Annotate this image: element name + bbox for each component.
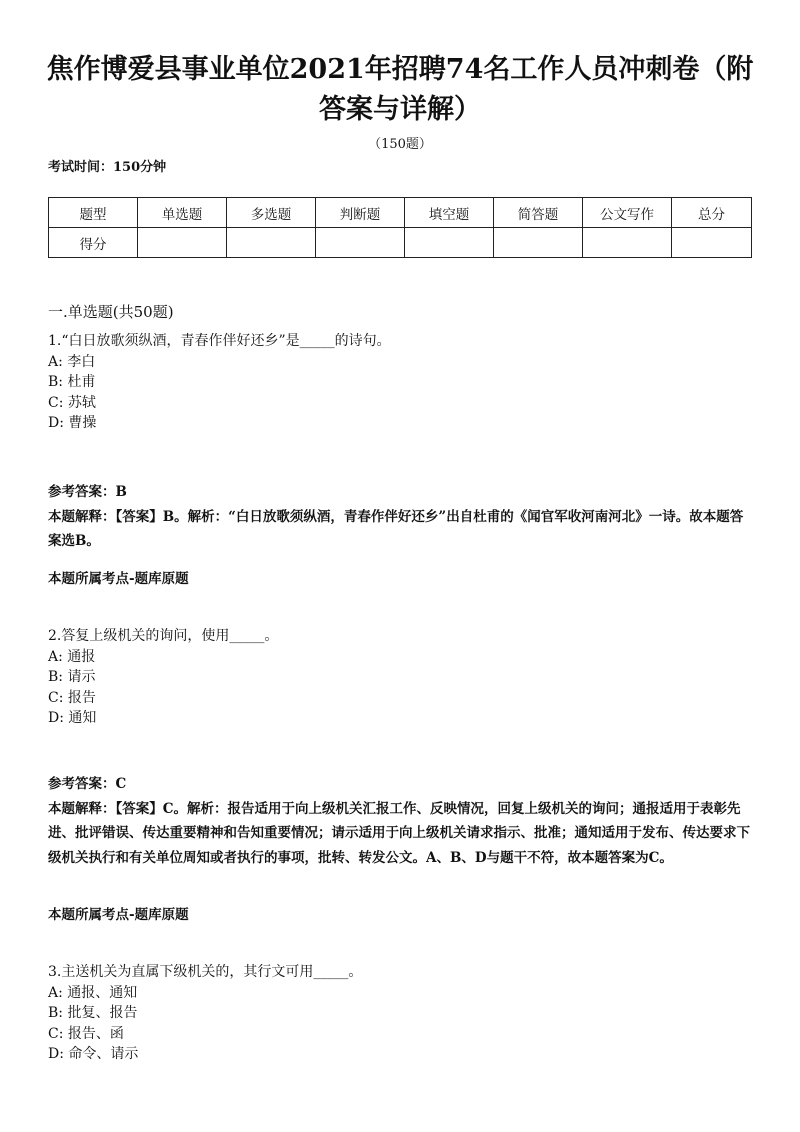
option-d: D: 命令、请示 xyxy=(48,1046,139,1062)
answer-explanation: 本题解释：【答案】B。解析：“白日放歌须纵酒，青春作伴好还乡”出自杜甫的《闻官军收河南河北》一诗。故本题答案选B。 xyxy=(48,508,744,549)
reference-answer: 参考答案：C xyxy=(48,776,127,792)
score-cell xyxy=(494,228,583,258)
section-title: 一.单选题(共50题) xyxy=(48,303,174,321)
option-b: B: 杜甫 xyxy=(48,374,96,390)
answer-block-2 xyxy=(48,772,752,870)
option-c: C: 报告 xyxy=(48,689,96,706)
option-b: B: 请示 xyxy=(48,669,96,685)
answer-block-1 xyxy=(48,480,752,554)
score-row-label: 得分 xyxy=(49,228,138,258)
option-d: D: 通知 xyxy=(48,710,97,726)
question-stem: 3.主送机关为直属下级机关的，其行文可用_____。 xyxy=(48,964,363,980)
question-3 xyxy=(48,962,752,1065)
knowledge-point: 本题所属考点-题库原题 xyxy=(48,907,189,923)
header-cell-judge: 判断题 xyxy=(316,198,405,228)
question-2 xyxy=(48,626,752,729)
knowledge-point: 本题所属考点-题库原题 xyxy=(48,571,189,587)
score-table xyxy=(48,197,752,258)
score-table-score-row xyxy=(49,228,752,258)
option-a: A: 通报、通知 xyxy=(48,984,138,1001)
option-b: B: 批复、报告 xyxy=(48,1005,138,1021)
option-a: A: 李白 xyxy=(48,353,96,370)
header-cell-fill: 填空题 xyxy=(405,198,494,228)
answer-explanation: 本题解释：【答案】C。解析：报告适用于向上级机关汇报工作、反映情况，回复上级机关的询问；通报适用于表彰先进、批评错误、传达重要精神和告知重要情况；请示适用于向上级机关请求指示、批准；通知适用于发布、传达要求下级机关执行和有关单位周知或者执行的事项，批转、转发公文。A、B、D与题干不符，故本题答案为C。 xyxy=(48,800,750,866)
question-stem: 2.答复上级机关的询问，使用_____。 xyxy=(48,628,279,644)
score-cell xyxy=(227,228,316,258)
header-cell-multi: 多选题 xyxy=(227,198,316,228)
option-c: C: 报告、函 xyxy=(48,1025,124,1042)
score-cell xyxy=(672,228,752,258)
header-cell-single: 单选题 xyxy=(138,198,227,228)
score-cell xyxy=(316,228,405,258)
option-d: D: 曹操 xyxy=(48,415,97,431)
score-cell xyxy=(138,228,227,258)
header-cell-short: 简答题 xyxy=(494,198,583,228)
question-count: （150题） xyxy=(368,137,432,152)
score-table-header-row xyxy=(49,198,752,228)
header-cell-type: 题型 xyxy=(49,198,138,228)
option-c: C: 苏轼 xyxy=(48,394,96,411)
document-title: 焦作博爱县事业单位2021年招聘74名工作人员冲刺卷（附答案与详解） xyxy=(46,54,754,125)
exam-time: 考试时间：150分钟 xyxy=(48,160,167,175)
score-cell xyxy=(583,228,672,258)
score-cell xyxy=(405,228,494,258)
header-cell-writing: 公文写作 xyxy=(583,198,672,228)
reference-answer: 参考答案：B xyxy=(48,484,127,500)
header-cell-total: 总分 xyxy=(672,198,752,228)
question-1 xyxy=(48,331,752,434)
question-stem: 1.“白日放歌须纵酒，青春作伴好还乡”是_____的诗句。 xyxy=(48,333,391,349)
option-a: A: 通报 xyxy=(48,648,96,665)
